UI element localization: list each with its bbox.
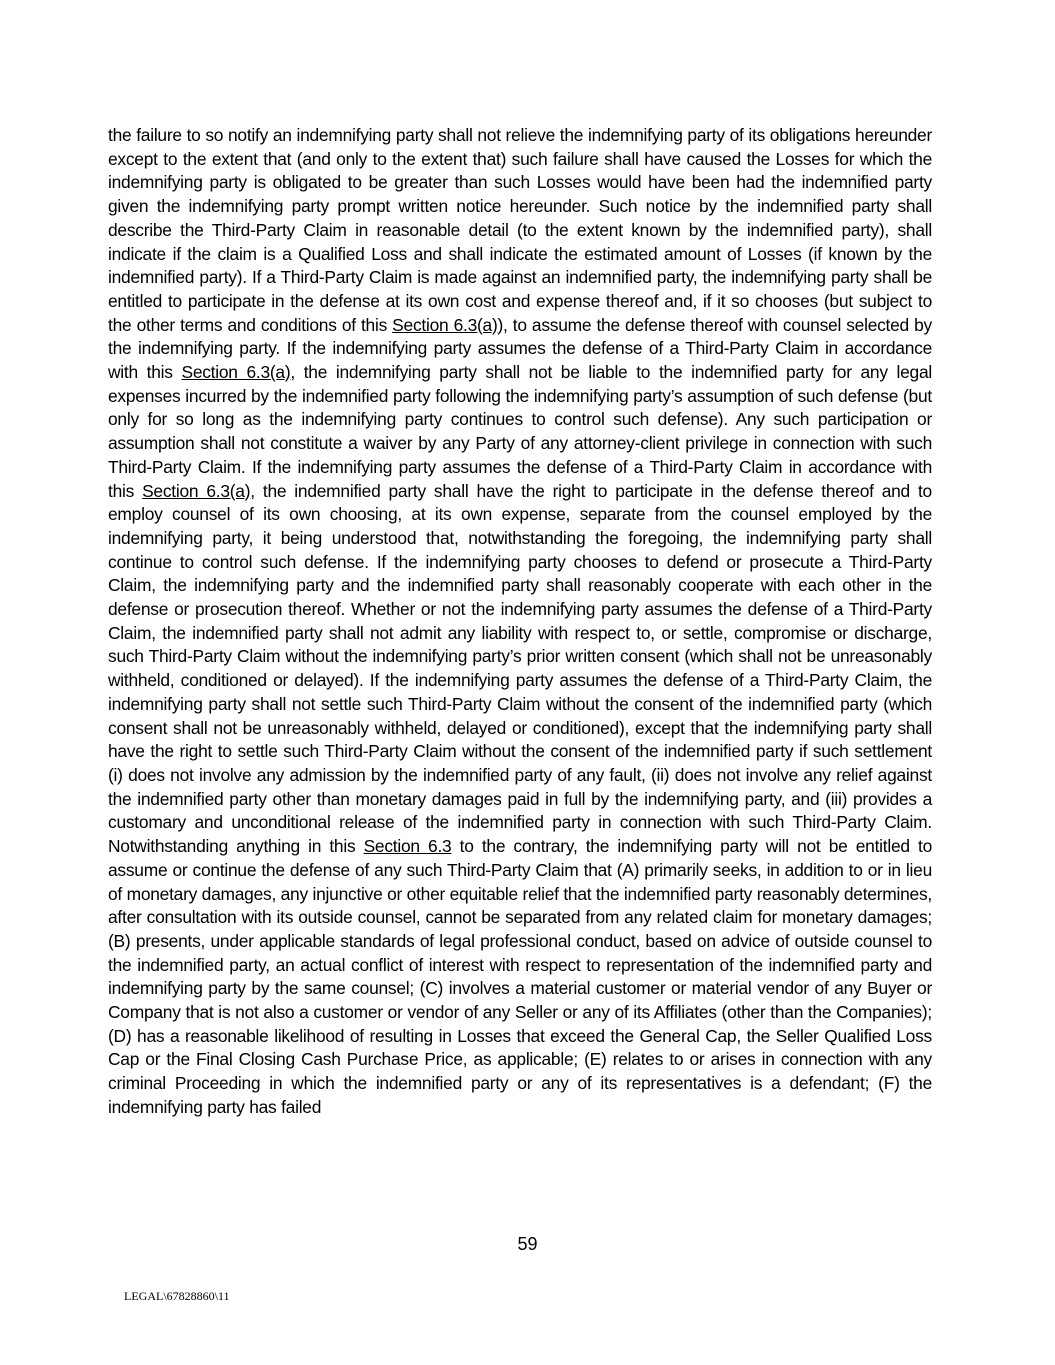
paragraph-text: to the contrary, the indemnifying party will not be entitled to assume or continue the defense of any such Third-Party Claim that (A) primarily seeks, in addition to or in lieu of monetary damages, any injunctive or other equitable relief that the indemnified party reasonably determines, after consultation with its outside counsel, cannot be separated from any related claim for monetary damages; (B) presents, under applicable standards of legal professional conduct, based on advice of outside counsel to the indemnified party, an actual conflict of interest with respect to representation of the indemnified party and indemnifying party by the same counsel; (C) involves a material customer or material vendor of any Buyer or Company that is not also a customer or vendor of any Seller or any of its Affiliates (other than the Companies); (D) has a reasonable likelihood of resulting in Losses that exceed the General Cap, the Seller Qualified Loss Cap or the Final Closing Cash Purchase Price, as applicable; (E) relates to or arises in connection with any criminal Proceeding in which the indemnified party or any of its representatives is a defendant; (F) the indemnifying party has failed [108,836,932,1117]
page-number: 59 [517,1234,538,1254]
section-reference: Section 6.3(a) [142,480,251,501]
section-reference: Section 6.3(a) [392,314,498,335]
section-reference: Section 6.3(a) [181,362,291,383]
body-paragraph [108,124,932,1120]
document-id-footer: LEGAL\67828860\11 [124,1289,230,1303]
paragraph-text: the failure to so notify an indemnifying party shall not relieve the indemnifying party of its obligations hereunder except to the extent that (and only to the extent that) such failure shall have caused the Losses for which the indemnifying party is obligated to be greater than such Losses would have been had the indemnified party given the indemnifying party prompt written notice hereunder. Such notice by the indemnified party shall describe the Third-Party Claim in reasonable detail (to the extent known by the indemnified party), shall indicate if the claim is a Qualified Loss and shall indicate the estimated amount of Losses (if known by the indemnified party). If a Third-Party Claim is made against an indemnified party, the indemnifying party shall be entitled to participate in the defense at its own cost and expense thereof and, if it so chooses (but subject to the other terms and conditions of this [108,125,932,335]
paragraph-text: , the indemnifying party shall not be liable to the indemnified party for any legal expenses incurred by the indemnified party following the indemnifying party’s assumption of such defense (but only for so long as the indemnifying party continues to control such defense). Any such participation or assumption shall not constitute a waiver by any Party of any attorney-client privilege in connection with such Third-Party Claim. If the indemnifying party assumes the defense of a Third-Party Claim in accordance with this [108,362,932,501]
section-reference: Section 6.3 [363,836,452,857]
paragraph-text: , the indemnified party shall have the right to participate in the defense thereof and to employ counsel of its own choosing, at its own expense, separate from the counsel employed by the indemnifying party, it being understood that, notwithstanding the foregoing, the indemnifying party shall continue to control such defense. If the indemnifying party chooses to defend or prosecute a Third-Party Claim, the indemnifying party and the indemnified party shall reasonably cooperate with each other in the defense or prosecution thereof. Whether or not the indemnifying party assumes the defense of a Third-Party Claim, the indemnified party shall not admit any liability with respect to, or settle, compromise or discharge, such Third-Party Claim without the indemnifying party’s prior written consent (which shall not be unreasonably withheld, conditioned or delayed). If the indemnifying party assumes the defense of a Third-Party Claim, the indemnifying party shall not settle such Third-Party Claim without the consent of the indemnified party (which consent shall not be unreasonably withheld, delayed or conditioned), except that the indemnifying party shall have the right to settle such Third-Party Claim without the consent of the indemnified party if such settlement (i) does not involve any admission by the indemnified party of any fault, (ii) does not involve any relief against the indemnified party other than monetary damages paid in full by the indemnifying party, and (iii) provides a customary and unconditional release of the indemnified party in connection with such Third-Party Claim. Notwithstanding anything in this [108,480,932,857]
paragraph-text: ), to assume the defense thereof with counsel selected by the indemnifying party. If the indemnifying party assumes the defense of a Third-Party Claim in accordance with this [108,314,932,383]
